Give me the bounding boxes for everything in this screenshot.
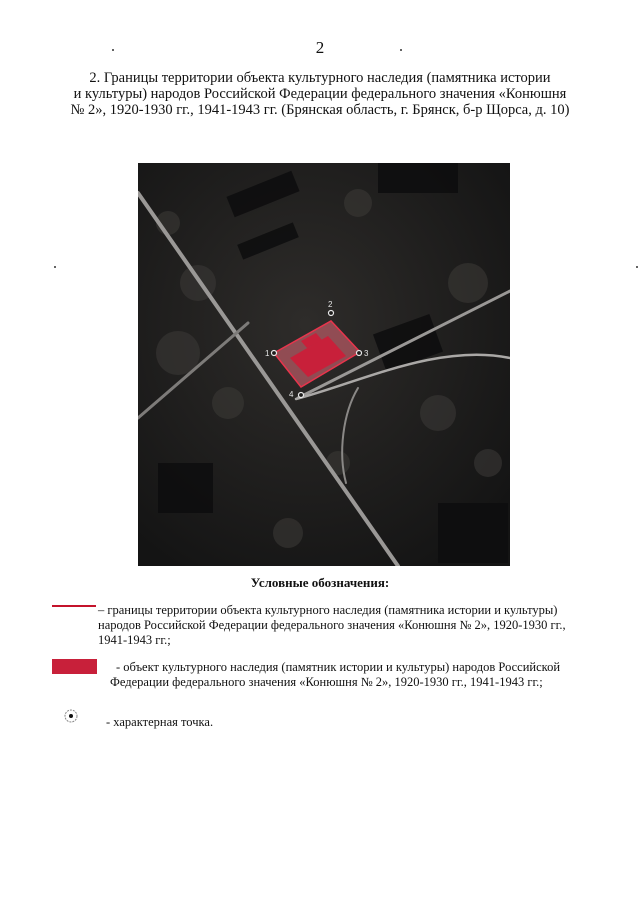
legend-heading: Условные обозначения:: [250, 575, 390, 590]
characteristic-point-icon: [64, 709, 78, 723]
title-line: 2. Границы территории объекта культурного наследия (памятника истории: [89, 70, 551, 86]
title-line: № 2», 1920-1930 гг., 1941-1943 гг. (Брянская область, г. Брянск, б-р Щорса, д. 10): [70, 102, 570, 118]
scan-dot: [54, 266, 56, 268]
characteristic-point: [329, 311, 334, 316]
point-label: 3: [364, 349, 369, 358]
boundary-line-symbol: [52, 605, 96, 607]
legend-line: - объект культурного наследия (памятник истории и культуры) народов Российской: [116, 660, 561, 674]
point-label: 1: [265, 349, 270, 358]
characteristic-point: [299, 393, 304, 398]
object-fill-symbol: [52, 659, 97, 674]
page-number: 2: [315, 38, 325, 57]
characteristic-point: [357, 351, 362, 356]
legend-line: – границы территории объекта культурного наследия (памятника истории и культуры): [98, 603, 558, 617]
scan-dot: [400, 49, 402, 51]
document-title: [40, 70, 600, 118]
legend-line: - характерная точка.: [106, 715, 214, 729]
legend-line: 1941-1943 гг.;: [98, 633, 171, 647]
satellite-map: [138, 163, 510, 566]
title-line: и культуры) народов Российской Федерации федерального значения «Конюшня: [73, 86, 567, 102]
legend-item-boundary: [98, 603, 598, 648]
point-label: 2: [328, 300, 333, 309]
scan-dot: [112, 49, 114, 51]
legend-line: Федерации федерального значения «Конюшня № 2», 1920-1930 гг., 1941-1943 гг.;: [110, 675, 543, 689]
characteristic-point: [272, 351, 277, 356]
legend-item-point: [106, 715, 406, 730]
legend-item-object: [110, 660, 610, 690]
legend-line: народов Российской Федерации федерального значения «Конюшня № 2», 1920-1930 гг.,: [98, 618, 566, 632]
point-label: 4: [289, 390, 294, 399]
scan-dot: [636, 266, 638, 268]
